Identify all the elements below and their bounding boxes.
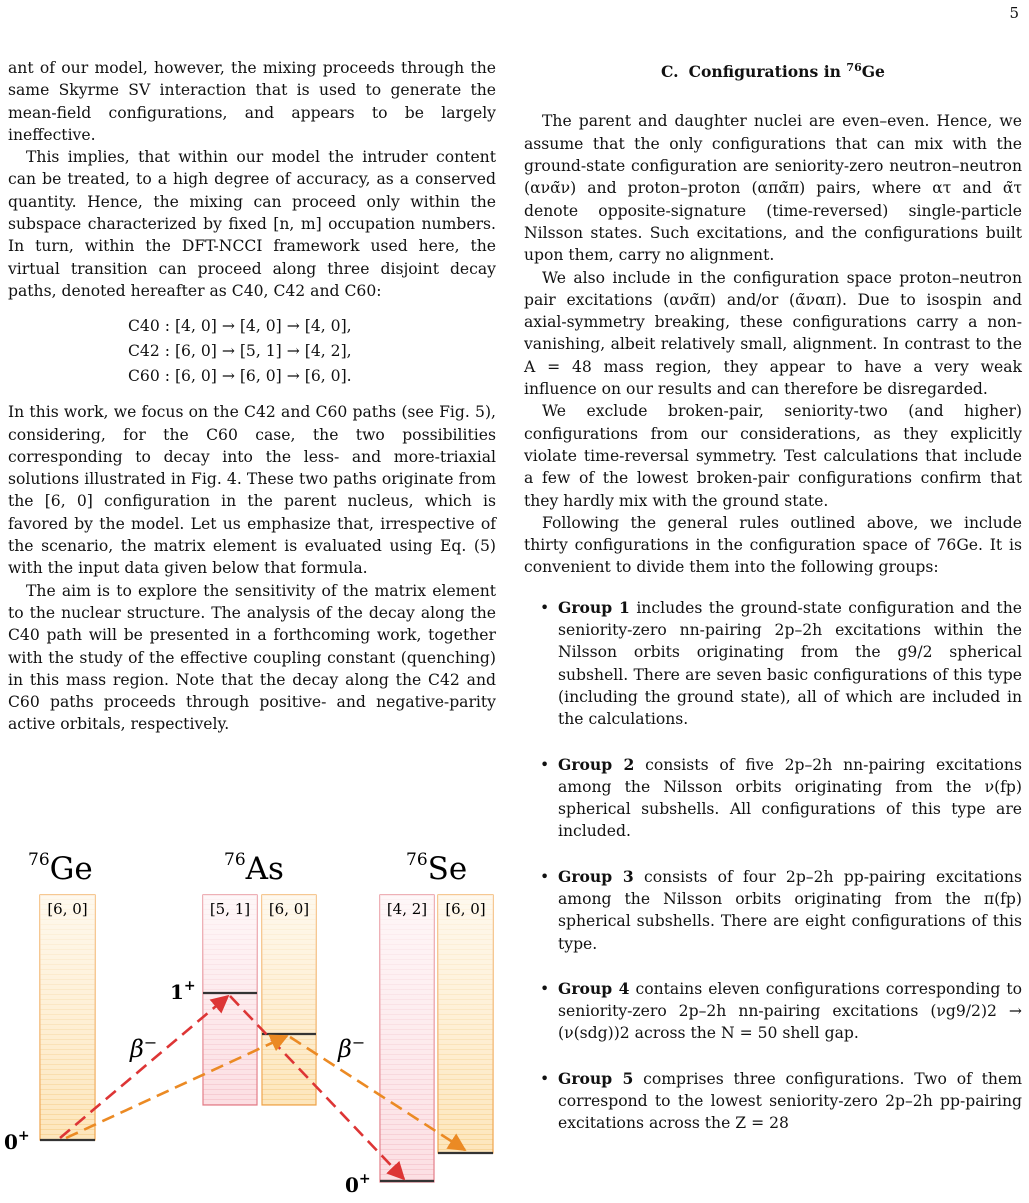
config-box-ge-60 (40, 895, 95, 1140)
group-list (524, 597, 1022, 1135)
svg-text:[6, 0]: [6, 0] (445, 900, 486, 918)
list-item: • Group 2 consists of five 2p–2h nn-pairing excitations among the Nilsson orbits originating from the ν(fp) spherical subshells. All configurations of this type are included. (540, 754, 1022, 841)
equation-c42: C42 : [6, 0] → [5, 1] → [4, 2], (128, 342, 352, 361)
section-heading: C. Configurations in $^{76}$Ge (661, 61, 885, 82)
paragraph: The parent and daughter nuclei are even–even. Hence, we assume that the only configurations that can mix with the ground-state configuration are seniority-zero neutron–neutron (ανα̃ν) and proton–proton (απα̃π) pairs, where ατ and α̃τ denote opposite-signature (time-reversed) single-particle Nilsson states. Such excitations, and the configurations built upon them, carry no alignment. (524, 112, 1022, 265)
config-box-se-42 (380, 895, 434, 1182)
equation-c40: C40 : [4, 0] → [4, 0] → [4, 0], (128, 317, 352, 336)
nucleus-label-as: $^{76}$As (224, 850, 284, 887)
page-number: 5 (1009, 4, 1019, 22)
paragraph: Following the general rules outlined above, we include thirty configurations in the configuration space of 76Ge. It is convenient to divide them into the following groups: (524, 513, 1022, 577)
right-column (524, 57, 1022, 1158)
paragraph: This implies, that within our model the intruder content can be treated, to a high degree of accuracy, as a conserved quantity. Hence, the mixing can proceed only within the subspace characterized by fixed [n, m] occupation numbers. In turn, within the DFT-NCCI framework used here, the virtual transition can proceed along three disjoint decay paths, denoted hereafter as C40, C42 and C60: (8, 148, 496, 300)
nucleus-label-se: $^{76}$Se (406, 850, 468, 887)
paragraph: The aim is to explore the sensitivity of the matrix element to the nuclear structure. The analysis of the decay along the C40 path will be presented in a forthcoming work, together with the study of the effective coupling constant (quenching) in this mass region. Note that the decay along the C42 and C60 paths proceeds through positive- and negative-parity active orbitals, respectively. (8, 581, 496, 734)
config-box-as-60 (262, 895, 316, 1105)
equation-c60: C60 : [6, 0] → [6, 0] → [6, 0]. (128, 367, 352, 386)
list-item: • Group 4 contains eleven configurations corresponding to seniority-zero 2p–2h nn-pairing excitations (νg9/2)2 → (ν(sdg))2 across the N = 50 shell gap. (540, 978, 1022, 1043)
nucleus-label-ge: $^{76}$Ge (28, 850, 93, 887)
level-label-ge-0plus: 0+ (4, 1128, 30, 1154)
list-item: • Group 1 includes the ground-state configuration and the seniority-zero nn-pairing 2p–2h excitations within the Nilsson orbits originating from the g9/2 spherical subshell. There are seven basic configurations of this type (including the ground state), all of which are included in the calculations. (540, 597, 1022, 729)
level-label-as-1plus: 1+ (170, 978, 196, 1004)
paragraph: ant of our model, however, the mixing proceeds through the same Skyrme SV interaction that is used to generate the mean-field configurations, and appears to be largely ineffective. (8, 59, 496, 144)
paragraph: We also include in the configuration space proton–neutron pair excitations (ανα̃π) and/or (α̃ναπ). Due to isospin and axial-symmetry breaking, these configurations carry a non-vanishing, albeit relatively small, alignment. In contrast to the A = 48 mass region, they appear to have a very weak influence on our results and can therefore be disregarded. (524, 268, 1022, 399)
decay-scheme-figure (0, 815, 510, 1203)
decay-path-equations (128, 314, 496, 389)
level-label-se-0plus: 0+ (345, 1171, 371, 1197)
list-item: • Group 5 comprises three configurations. Two of them correspond to the lowest seniority-zero 2p–2h pp-pairing excitations across the Z = 28 (540, 1068, 1022, 1133)
left-column (8, 57, 496, 736)
svg-text:[6, 0]: [6, 0] (47, 900, 88, 918)
config-box-as-51 (203, 895, 257, 1105)
list-item: • Group 3 consists of four 2p–2h pp-pairing excitations among the Nilsson orbits originating from the π(fp) spherical subshells. There are eight configurations of this type. (540, 866, 1022, 953)
svg-text:[6, 0]: [6, 0] (268, 900, 310, 918)
svg-text:[4, 2]: [4, 2] (386, 900, 428, 918)
paragraph: We exclude broken-pair, seniority-two (and higher) configurations from our considerations, as they explicitly violate time-reversal symmetry. Test calculations that include a few of the lowest broken-pair configurations confirm that they hardly mix with the ground state. (524, 402, 1022, 510)
beta-label-right: β− (338, 1033, 366, 1063)
config-box-se-60 (438, 895, 493, 1153)
svg-text:[5, 1]: [5, 1] (209, 900, 251, 918)
beta-label-left: β− (130, 1033, 158, 1063)
paragraph: In this work, we focus on the C42 and C60 paths (see Fig. 5), considering, for the C60 case, the two possibilities corresponding to decay into the less- and more-triaxial solutions illustrated in Fig. 4. These two paths originate from the [6, 0] configuration in the parent nucleus, which is favored by the model. Let us emphasize that, irrespective of the scenario, the matrix element is evaluated using Eq. (5) with the input data given below that formula. (8, 403, 496, 578)
